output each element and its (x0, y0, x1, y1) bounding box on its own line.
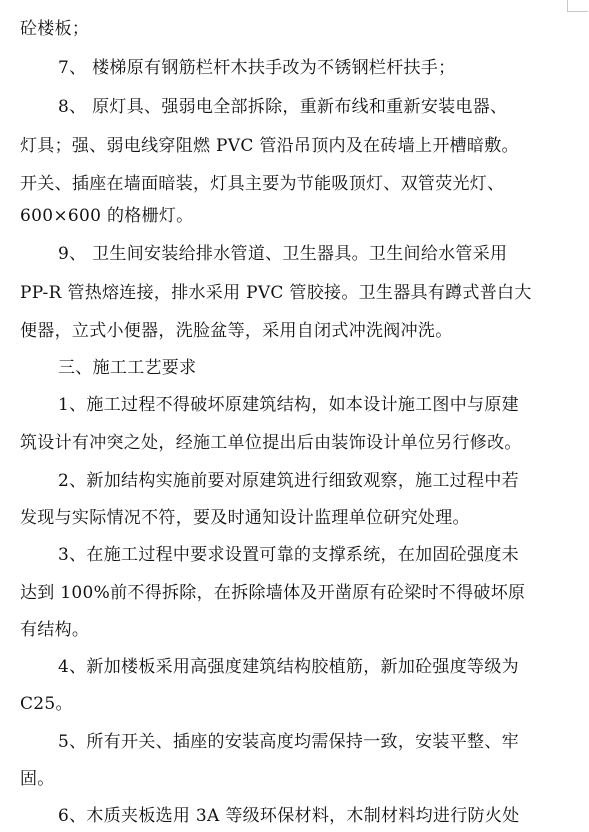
text-line-5: 开关、插座在墙面暗装，灯具主要为节能吸顶灯、双管荧光灯、 (20, 174, 505, 194)
text-line-13: 2、新加结构实施前要对原建筑进行细致观察，施工过程中若 (58, 471, 519, 491)
text-line-8: PP-R 管热熔连接，排水采用 PVC 管胶接。卫生器具有蹲式普白大 (20, 283, 532, 303)
text-line-3: 8、 原灯具、强弱电全部拆除，重新布线和重新安装电器、 (58, 97, 508, 117)
text-line-7: 9、 卫生间安装给排水管道、卫生器具。卫生间给水管采用 (58, 244, 508, 264)
text-line-11: 1、施工过程不得破坏原建筑结构，如本设计施工图中与原建 (58, 395, 519, 415)
text-line-16: 达到 100%前不得拆除，在拆除墙体及开凿原有砼梁时不得破坏原 (20, 583, 526, 603)
text-line-1: 砼楼板； (20, 19, 90, 39)
text-line-6: 600×600 的格栅灯。 (20, 206, 194, 226)
text-line-17: 有结构。 (20, 620, 90, 640)
text-line-14: 发现与实际情况不符，要及时通知设计监理单位研究处理。 (20, 508, 470, 528)
text-line-12: 筑设计有冲突之处，经施工单位提出后由装饰设计单位另行修改。 (20, 433, 522, 453)
section-heading: 三、施工工艺要求 (58, 358, 197, 378)
text-line-20: 5、所有开关、插座的安装高度均需保持一致，安装平整、牢 (58, 732, 519, 752)
text-line-21: 固。 (20, 769, 55, 789)
text-line-15: 3、在施工过程中要求设置可靠的支撑系统，在加固砼强度未 (58, 545, 519, 565)
text-line-18: 4、新加楼板采用高强度建筑结构胶植筋，新加砼强度等级为 (58, 657, 519, 677)
text-line-9: 便器，立式小便器，洗脸盆等，采用自闭式冲洗阀冲洗。 (20, 321, 453, 341)
text-line-4: 灯具；强、弱电线穿阻燃 PVC 管沿吊顶内及在砖墙上开槽暗敷。 (20, 136, 519, 156)
page-corner-mark (567, 0, 588, 12)
text-line-22: 6、木质夹板选用 3A 等级环保材料，木制材料均进行防火处 (58, 806, 520, 826)
text-line-2: 7、 楼梯原有钢筋栏杆木扶手改为不锈钢栏杆扶手； (58, 58, 456, 78)
text-line-19: C25。 (20, 694, 73, 714)
